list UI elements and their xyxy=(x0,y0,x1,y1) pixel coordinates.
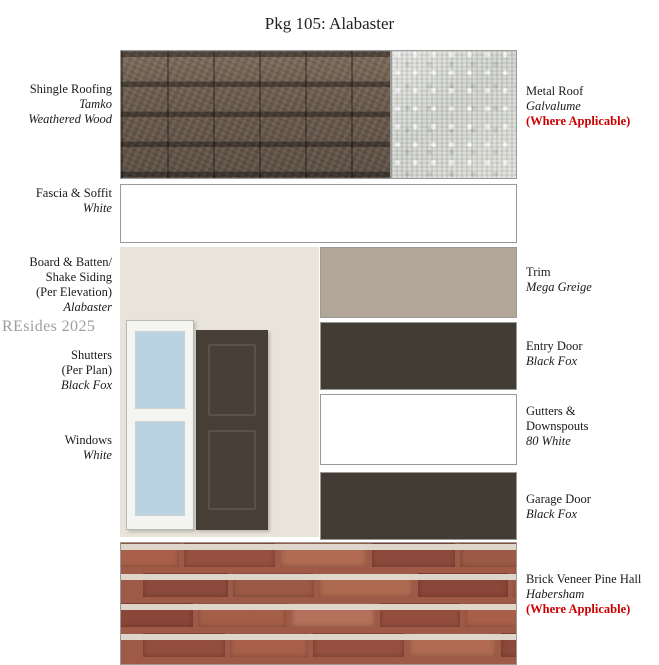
entry-door-label xyxy=(526,339,656,369)
shutters-sub: (Per Plan) xyxy=(61,363,112,377)
metal-roof-note: (Where Applicable) xyxy=(526,114,631,128)
page-title: Pkg 105: Alabaster xyxy=(264,14,395,33)
watermark: REsides 2025 xyxy=(2,318,96,335)
windows-label xyxy=(0,433,112,463)
windows-name: Windows xyxy=(64,433,112,447)
garage-door-name: Garage Door xyxy=(526,492,591,506)
trim-label xyxy=(526,265,656,295)
brick-veneer-note: (Where Applicable) xyxy=(526,602,631,616)
metal-roof-swatch xyxy=(391,50,517,179)
gutters-color: 80 White xyxy=(526,434,571,448)
shutter-panel-top xyxy=(208,344,256,416)
gutters-downspouts-label xyxy=(526,404,656,449)
shutter-swatch xyxy=(196,330,268,530)
metal-roof-label xyxy=(526,84,656,129)
brick-veneer-label xyxy=(526,572,659,617)
brick-veneer-name: Brick Veneer Pine Hall xyxy=(526,572,642,586)
brick-veneer-swatch xyxy=(120,542,517,665)
shingle-roofing-swatch xyxy=(120,50,391,179)
siding-color: Alabaster xyxy=(63,300,112,314)
shingle-roofing-color: Weathered Wood xyxy=(28,112,112,126)
gutters-downspouts-swatch xyxy=(320,394,517,465)
shingle-roofing-name: Shingle Roofing xyxy=(29,82,112,96)
fascia-soffit-label xyxy=(0,186,112,216)
garage-door-swatch xyxy=(320,472,517,540)
shutters-color: Black Fox xyxy=(60,378,112,392)
entry-door-color: Black Fox xyxy=(526,354,578,368)
window-swatch xyxy=(126,320,194,530)
shingle-roofing-label xyxy=(0,82,112,127)
shutter-panel-bottom xyxy=(208,430,256,510)
shutters-label xyxy=(0,348,112,393)
gutters-name-line2: Downspouts xyxy=(526,419,589,433)
shutters-name: Shutters xyxy=(71,348,112,362)
shingle-roofing-brand: Tamko xyxy=(79,97,112,111)
windows-color: White xyxy=(82,448,112,462)
siding-label xyxy=(0,255,112,315)
window-pane-lower xyxy=(135,421,185,516)
garage-door-color: Black Fox xyxy=(526,507,578,521)
entry-door-name: Entry Door xyxy=(526,339,583,353)
trim-color: Mega Greige xyxy=(526,280,592,294)
gutters-name-line1: Gutters & xyxy=(526,404,576,418)
fascia-soffit-swatch xyxy=(120,184,517,243)
entry-door-swatch xyxy=(320,322,517,390)
siding-name-line3: (Per Elevation) xyxy=(35,285,112,299)
siding-name-line1: Board & Batten/ xyxy=(29,255,112,269)
trim-name: Trim xyxy=(526,265,551,279)
fascia-soffit-name: Fascia & Soffit xyxy=(35,186,112,200)
trim-swatch xyxy=(320,247,517,318)
fascia-soffit-color: White xyxy=(82,201,112,215)
brick-veneer-color: Habersham xyxy=(526,587,585,601)
metal-roof-color: Galvalume xyxy=(526,99,581,113)
window-pane-upper xyxy=(135,331,185,409)
metal-roof-name: Metal Roof xyxy=(526,84,584,98)
siding-name-line2: Shake Siding xyxy=(45,270,112,284)
garage-door-label xyxy=(526,492,656,522)
